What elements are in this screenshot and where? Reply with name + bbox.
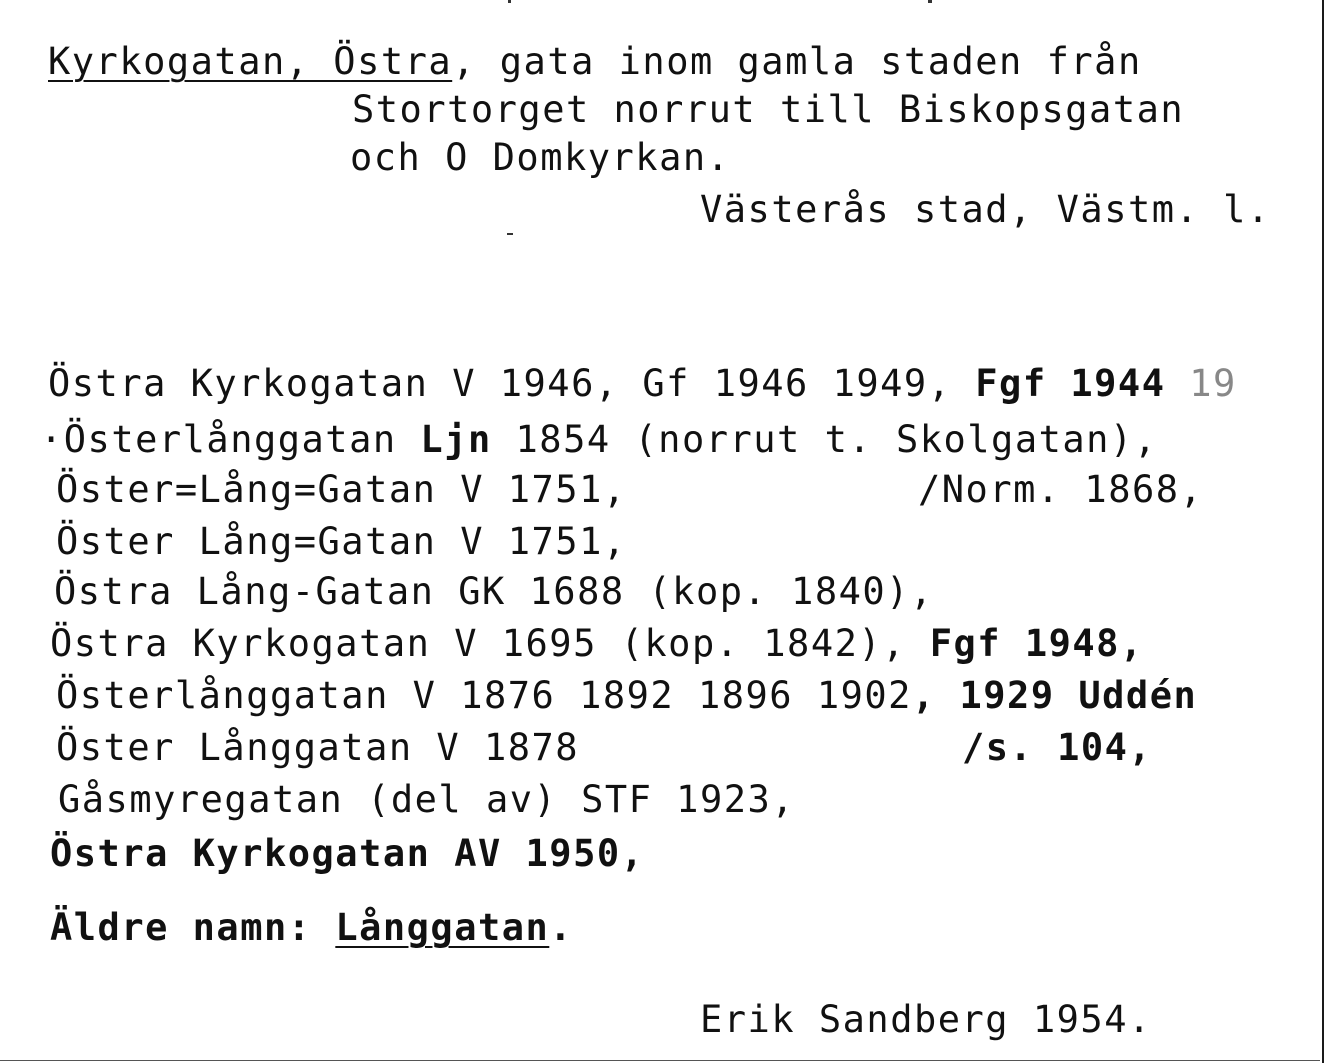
older-names-row — [50, 908, 573, 948]
entry-text: Östra Kyrkogatan V 1695 (kop. 1842), — [50, 622, 930, 665]
location: Västerås stad, Västm. l. — [700, 188, 1271, 231]
entry-bold: Fgf 1944 — [975, 362, 1166, 405]
entry-row — [50, 624, 1144, 664]
street-name: Kyrkogatan, Östra — [48, 40, 453, 83]
name-separator: , — [452, 40, 500, 83]
entry-row: Gåsmyregatan (del av) STF 1923, — [58, 778, 796, 821]
scan-speck — [508, 0, 511, 3]
description-line-1: gata inom gamla staden från — [499, 40, 1142, 83]
entry-bold: , 1929 Uddén — [911, 674, 1198, 717]
description-line-2: Stortorget norrut till Biskopsgatan — [352, 88, 1185, 131]
scan-speck — [507, 233, 513, 235]
entry-text: ·Österlånggatan — [40, 418, 421, 461]
entry-row — [40, 420, 1157, 460]
card-right-edge — [1322, 0, 1324, 1063]
entry-row: Östra Kyrkogatan AV 1950, — [50, 832, 645, 875]
entry-right-note: /s. 104, — [962, 726, 1153, 769]
description-line-3: och O Domkyrkan. — [350, 136, 731, 179]
signature: Erik Sandberg 1954. — [700, 998, 1152, 1041]
older-names-end: . — [549, 906, 574, 949]
entry-row: Öster=Lång=Gatan V 1751, — [56, 468, 627, 511]
entry-text: Östra Kyrkogatan V 1946, Gf 1946 1949, — [48, 362, 976, 405]
card-bottom-edge — [0, 1060, 1320, 1061]
entry-bold: Fgf 1948, — [929, 622, 1144, 665]
older-names-label: Äldre namn: — [50, 906, 336, 949]
entry-trail: 19 — [1165, 362, 1237, 405]
entry-row: Öster Lång=Gatan V 1751, — [56, 520, 627, 563]
entry-row: Östra Lång-Gatan GK 1688 (kop. 1840), — [54, 570, 934, 613]
older-name-value: Långgatan — [335, 906, 550, 949]
entry-bold: Ljn — [420, 418, 492, 461]
entry-row — [48, 364, 1237, 404]
entry-text: Österlånggatan V 1876 1892 1896 1902 — [56, 674, 912, 717]
scan-speck — [928, 0, 932, 3]
entry-trail: 1854 (norrut t. Skolgatan), — [491, 418, 1158, 461]
entry-row: Öster Långgatan V 1878 — [56, 726, 580, 769]
entry-right-note: /Norm. 1868, — [918, 468, 1204, 511]
entry-row — [56, 676, 1197, 716]
header-line-1 — [48, 42, 1142, 82]
